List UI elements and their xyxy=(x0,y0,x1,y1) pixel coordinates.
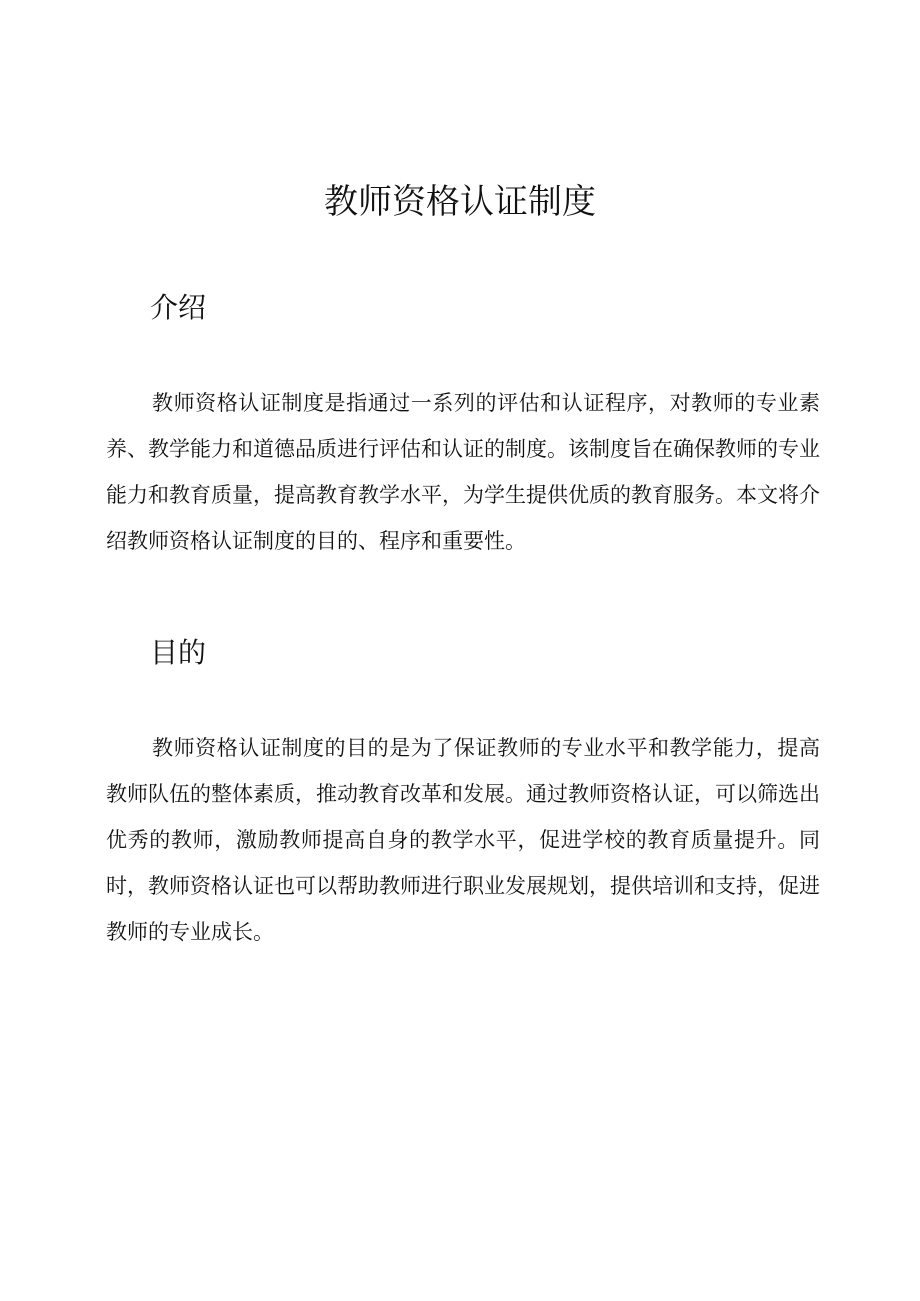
section-heading-intro: 介绍 xyxy=(150,291,207,324)
section-paragraph-purpose: 教师资格认证制度的目的是为了保证教师的专业水平和教学能力，提高教师队伍的整体素质，推动教育改革和发展。通过教师资格认证，可以筛选出优秀的教师，激励教师提高自身的教学水平，促进学校的教育质量提升。同时，教师资格认证也可以帮助教师进行职业发展规划，提供培训和支持，促进教师的专业成长。 xyxy=(106,736,820,944)
document-title: 教师资格认证制度 xyxy=(324,182,596,222)
section-paragraph-intro: 教师资格认证制度是指通过一系列的评估和认证程序，对教师的专业素养、教学能力和道德品质进行评估和认证的制度。该制度旨在确保教师的专业能力和教育质量，提高教育教学水平，为学生提供优质的教育服务。本文将介绍教师资格认证制度的目的、程序和重要性。 xyxy=(106,391,820,553)
section-heading-purpose: 目的 xyxy=(150,636,207,669)
